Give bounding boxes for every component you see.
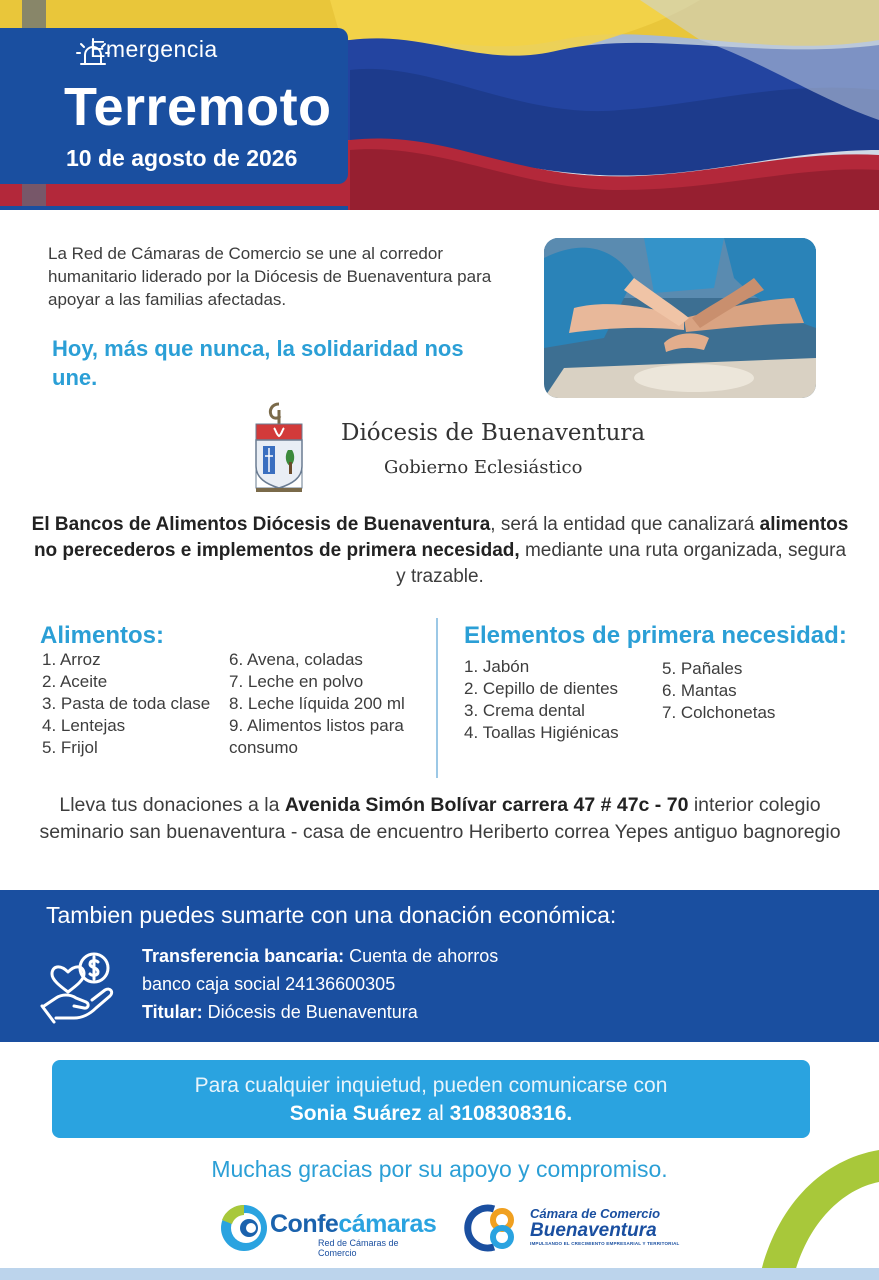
food-list-col1	[42, 649, 224, 759]
food-heading: Alimentos:	[40, 622, 165, 649]
essentials-list-col1	[464, 656, 654, 744]
hand-heart-money-icon	[40, 942, 124, 1031]
ccb-tagline: IMPULSANDO EL CRECIMIENTO EMPRESARIAL Y TERRITORIAL	[530, 1241, 680, 1246]
list-item: 4. Toallas Higiénicas	[464, 723, 619, 742]
thanks-message: Muchas gracias por su apoyo y compromiso.	[211, 1156, 668, 1182]
food-bank-name: El Bancos de Alimentos Diócesis de Buenaventura	[31, 514, 491, 535]
essentials-list-col2	[662, 658, 822, 724]
diocese-subtitle: Gobierno Eclesiástico	[384, 457, 583, 478]
solidarity-slogan: Hoy, más que nunca, la solidaridad nos une.	[52, 336, 464, 390]
contact-box	[52, 1060, 810, 1138]
ccb-mark-icon	[464, 1203, 524, 1253]
holder-label: Titular:	[142, 1002, 203, 1022]
ccb-line2: Buenaventura	[530, 1220, 657, 1241]
badge-subtitle-row	[76, 36, 218, 63]
column-divider	[436, 618, 438, 778]
contact-name: Sonia Suárez	[289, 1102, 422, 1125]
badge-subtitle: Emergencia	[90, 36, 218, 62]
food-bank-text-1: , será la entidad que canalizará	[490, 514, 760, 535]
dropoff-location: interior colegio seminario san buenaventura - casa de encuentro Heriberto correa Yepes antiguo bagnoregio	[39, 794, 841, 843]
emergency-badge	[0, 28, 348, 184]
list-item: 3. Crema dental	[464, 701, 585, 720]
list-item: 5. Frijol	[42, 738, 98, 757]
contact-person-line	[52, 1102, 810, 1126]
food-bank-items: alimentos no perecederos e implementos de primera necesidad,	[33, 514, 849, 561]
essentials-heading: Elementos de primera necesidad:	[464, 622, 847, 649]
food-list-col2	[229, 649, 429, 759]
list-item: 7. Colchonetas	[662, 703, 776, 722]
confecamaras-wordmark-a: Confe	[270, 1210, 339, 1238]
food-bank-text-2: mediante una ruta organizada, segura y trazable.	[396, 540, 847, 587]
confecamaras-tagline: Red de Cámaras de Comercio	[318, 1238, 399, 1258]
donation-band	[0, 890, 879, 1042]
list-item: 8. Leche líquida 200 ml	[229, 694, 405, 713]
page-title: Terremoto	[64, 77, 332, 137]
contact-phone[interactable]: 3108308316.	[449, 1102, 573, 1125]
holder-value: Diócesis de Buenaventura	[202, 1002, 418, 1022]
transfer-line	[142, 942, 498, 970]
list-item: 4. Lentejas	[42, 716, 126, 735]
dropoff-prefix: Lleva tus donaciones a la	[59, 794, 285, 816]
donation-title: Tambien puedes sumarte con una donación económica:	[46, 902, 617, 928]
list-item: 9. Alimentos listos para consumo	[229, 716, 404, 757]
list-item: 3. Pasta de toda clase	[42, 694, 211, 713]
diocese-crest	[252, 400, 306, 499]
confecamaras-wordmark-b: cámaras	[338, 1210, 437, 1238]
event-date: 10 de agosto de 2026	[66, 145, 298, 171]
bottom-strip	[0, 1268, 879, 1280]
confecamaras-wordmark	[270, 1210, 436, 1239]
holder-line	[142, 998, 498, 1026]
list-item: 6. Mantas	[662, 681, 737, 700]
list-item: 2. Aceite	[42, 672, 108, 691]
account-number: banco caja social 24136600305	[142, 974, 396, 994]
food-bank-statement	[30, 512, 850, 590]
transfer-value: Cuenta de ahorros	[344, 946, 499, 966]
list-item: 1. Jabón	[464, 657, 530, 676]
list-item: 6. Avena, coladas	[229, 650, 363, 669]
ccb-line1: Cámara de Comercio	[530, 1206, 661, 1221]
contact-intro: Para cualquier inquietud, pueden comunicarse con	[194, 1074, 668, 1097]
transfer-label: Transferencia bancaria:	[142, 946, 345, 966]
camara-buenaventura-logo	[464, 1200, 682, 1256]
list-item: 1. Arroz	[42, 650, 101, 669]
dropoff-street: Avenida Simón Bolívar carrera 47 # 47c - 70	[284, 794, 689, 816]
confecamaras-logo	[218, 1200, 437, 1258]
list-item: 5. Pañales	[662, 659, 743, 678]
intro-text: La Red de Cámaras de Comercio se une al corredor humanitario liderado por la Diócesis de Buenaventura para apoyar a las familias afectadas.	[48, 244, 492, 309]
list-item: 2. Cepillo de dientes	[464, 679, 619, 698]
hero-banner	[0, 0, 879, 210]
confecamaras-mark-icon	[218, 1202, 270, 1254]
hands-together-photo	[544, 238, 816, 398]
dropoff-address	[30, 792, 850, 846]
bank-transfer-info	[142, 942, 498, 1026]
decorative-arc	[759, 1150, 879, 1280]
contact-connector: al	[421, 1102, 450, 1125]
diocese-name: Diócesis de Buenaventura	[341, 420, 646, 446]
list-item: 7. Leche en polvo	[229, 672, 364, 691]
hero-underline	[0, 206, 348, 210]
